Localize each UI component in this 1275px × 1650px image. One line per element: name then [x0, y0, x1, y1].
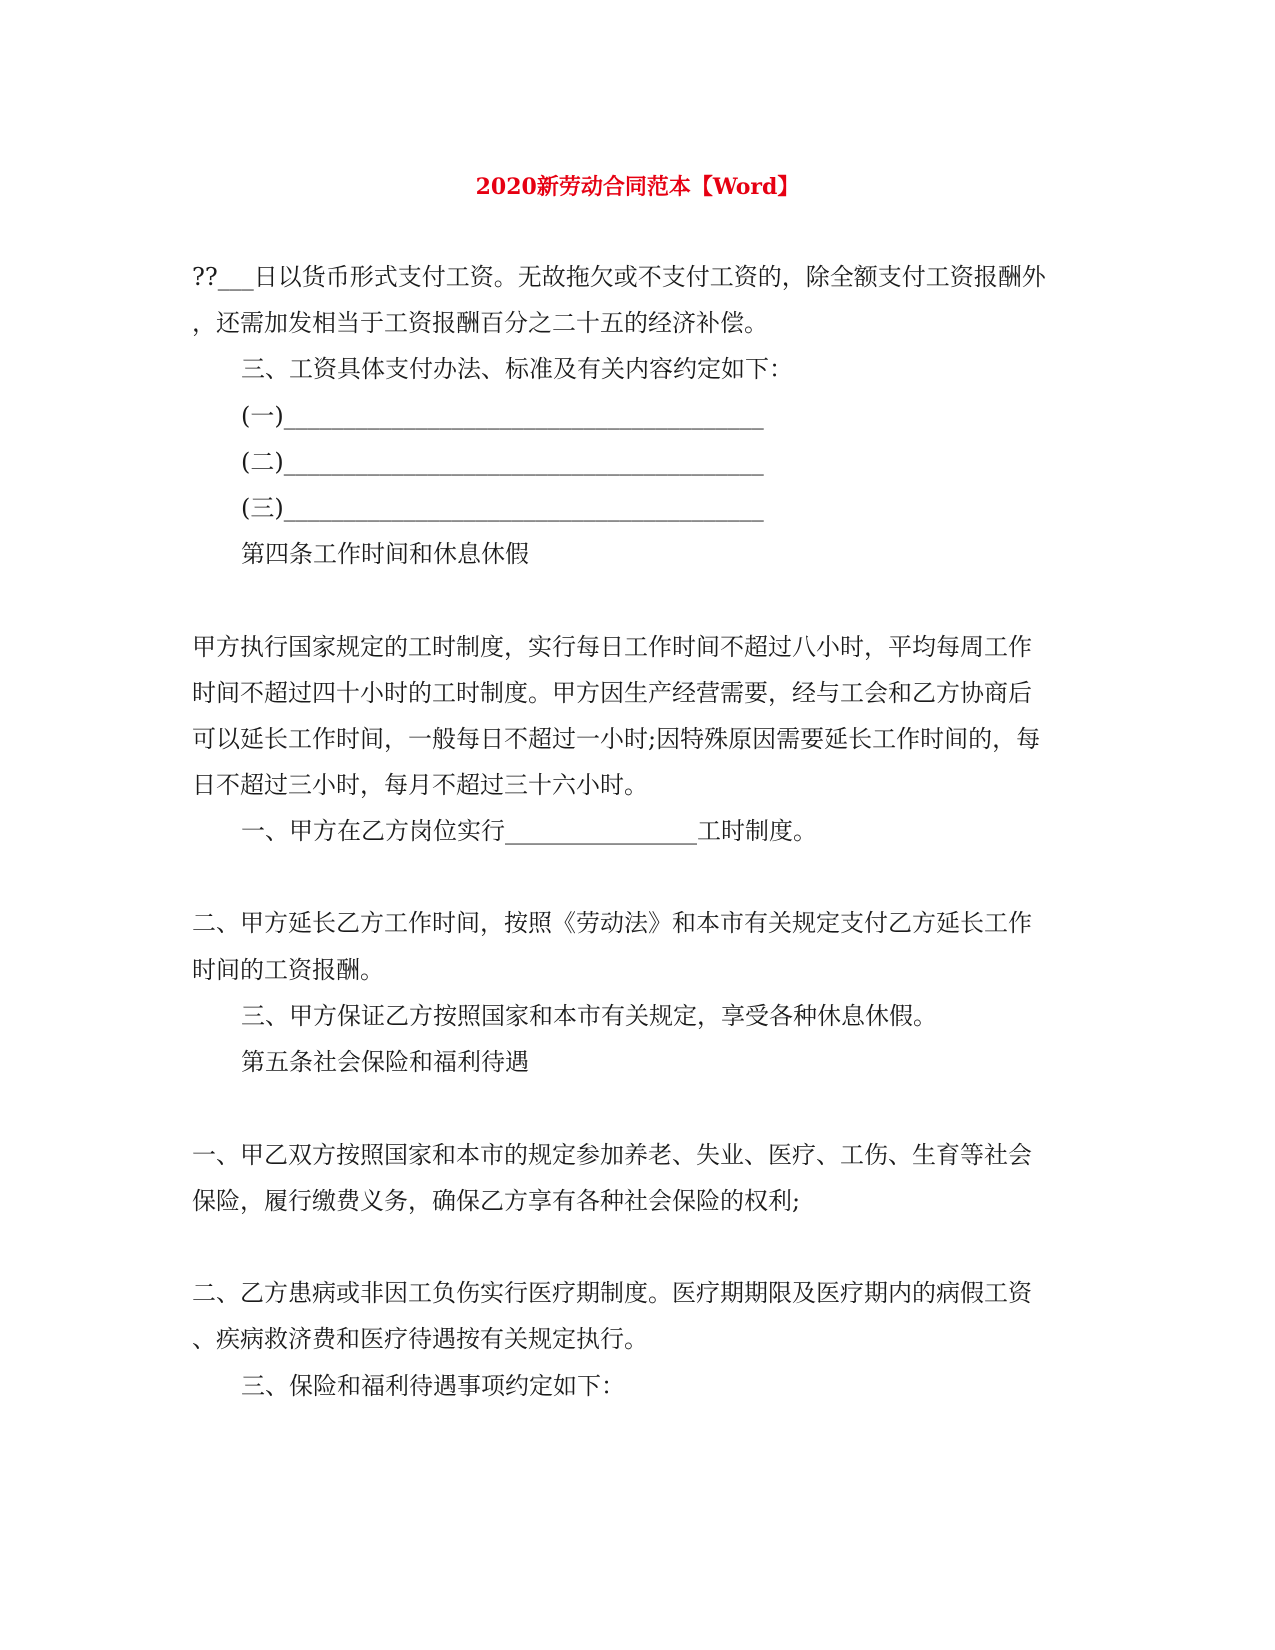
paragraph-line: 甲方执行国家规定的工时制度，实行每日工作时间不超过八小时，平均每周工作 [192, 633, 1032, 661]
paragraph-line: 时间的工资报酬。 [192, 956, 384, 984]
blank-item-1: (一)________________________________________ [241, 402, 764, 430]
blank-item-3: (三)________________________________________ [241, 494, 764, 522]
paragraph-line: 三、保险和福利待遇事项约定如下： [241, 1372, 625, 1400]
section-heading: 第四条工作时间和休息休假 [241, 540, 529, 568]
paragraph-line: 三、甲方保证乙方按照国家和本市有关规定，享受各种休息休假。 [241, 1002, 937, 1030]
paragraph-line: 时间不超过四十小时的工时制度。甲方因生产经营需要，经与工会和乙方协商后 [192, 679, 1032, 707]
paragraph-line: 日不超过三小时，每月不超过三十六小时。 [192, 771, 648, 799]
paragraph-line: 二、乙方患病或非因工负伤实行医疗期制度。医疗期期限及医疗期内的病假工资 [192, 1279, 1032, 1307]
paragraph-line: 、疾病救济费和医疗待遇按有关规定执行。 [192, 1325, 648, 1353]
paragraph-line: 二、甲方延长乙方工作时间，按照《劳动法》和本市有关规定支付乙方延长工作 [192, 909, 1032, 937]
blank-item-2: (二)________________________________________ [241, 448, 764, 476]
paragraph-line: 一、甲乙双方按照国家和本市的规定参加养老、失业、医疗、工伤、生育等社会 [192, 1141, 1032, 1169]
paragraph-line: 三、工资具体支付办法、标准及有关内容约定如下： [241, 355, 793, 383]
section-heading: 第五条社会保险和福利待遇 [241, 1048, 529, 1076]
paragraph-line: 可以延长工作时间，一般每日不超过一小时;因特殊原因需要延长工作时间的，每 [192, 725, 1041, 753]
paragraph-line: ，还需加发相当于工资报酬百分之二十五的经济补偿。 [192, 309, 768, 337]
document-title: 2020新劳动合同范本【Word】 [475, 174, 800, 200]
paragraph-line: ??___日以货币形式支付工资。无故拖欠或不支付工资的，除全额支付工资报酬外 [192, 263, 1046, 291]
paragraph-line: 保险，履行缴费义务，确保乙方享有各种社会保险的权利; [192, 1187, 801, 1215]
paragraph-line: 一、甲方在乙方岗位实行________________工时制度。 [241, 817, 817, 845]
